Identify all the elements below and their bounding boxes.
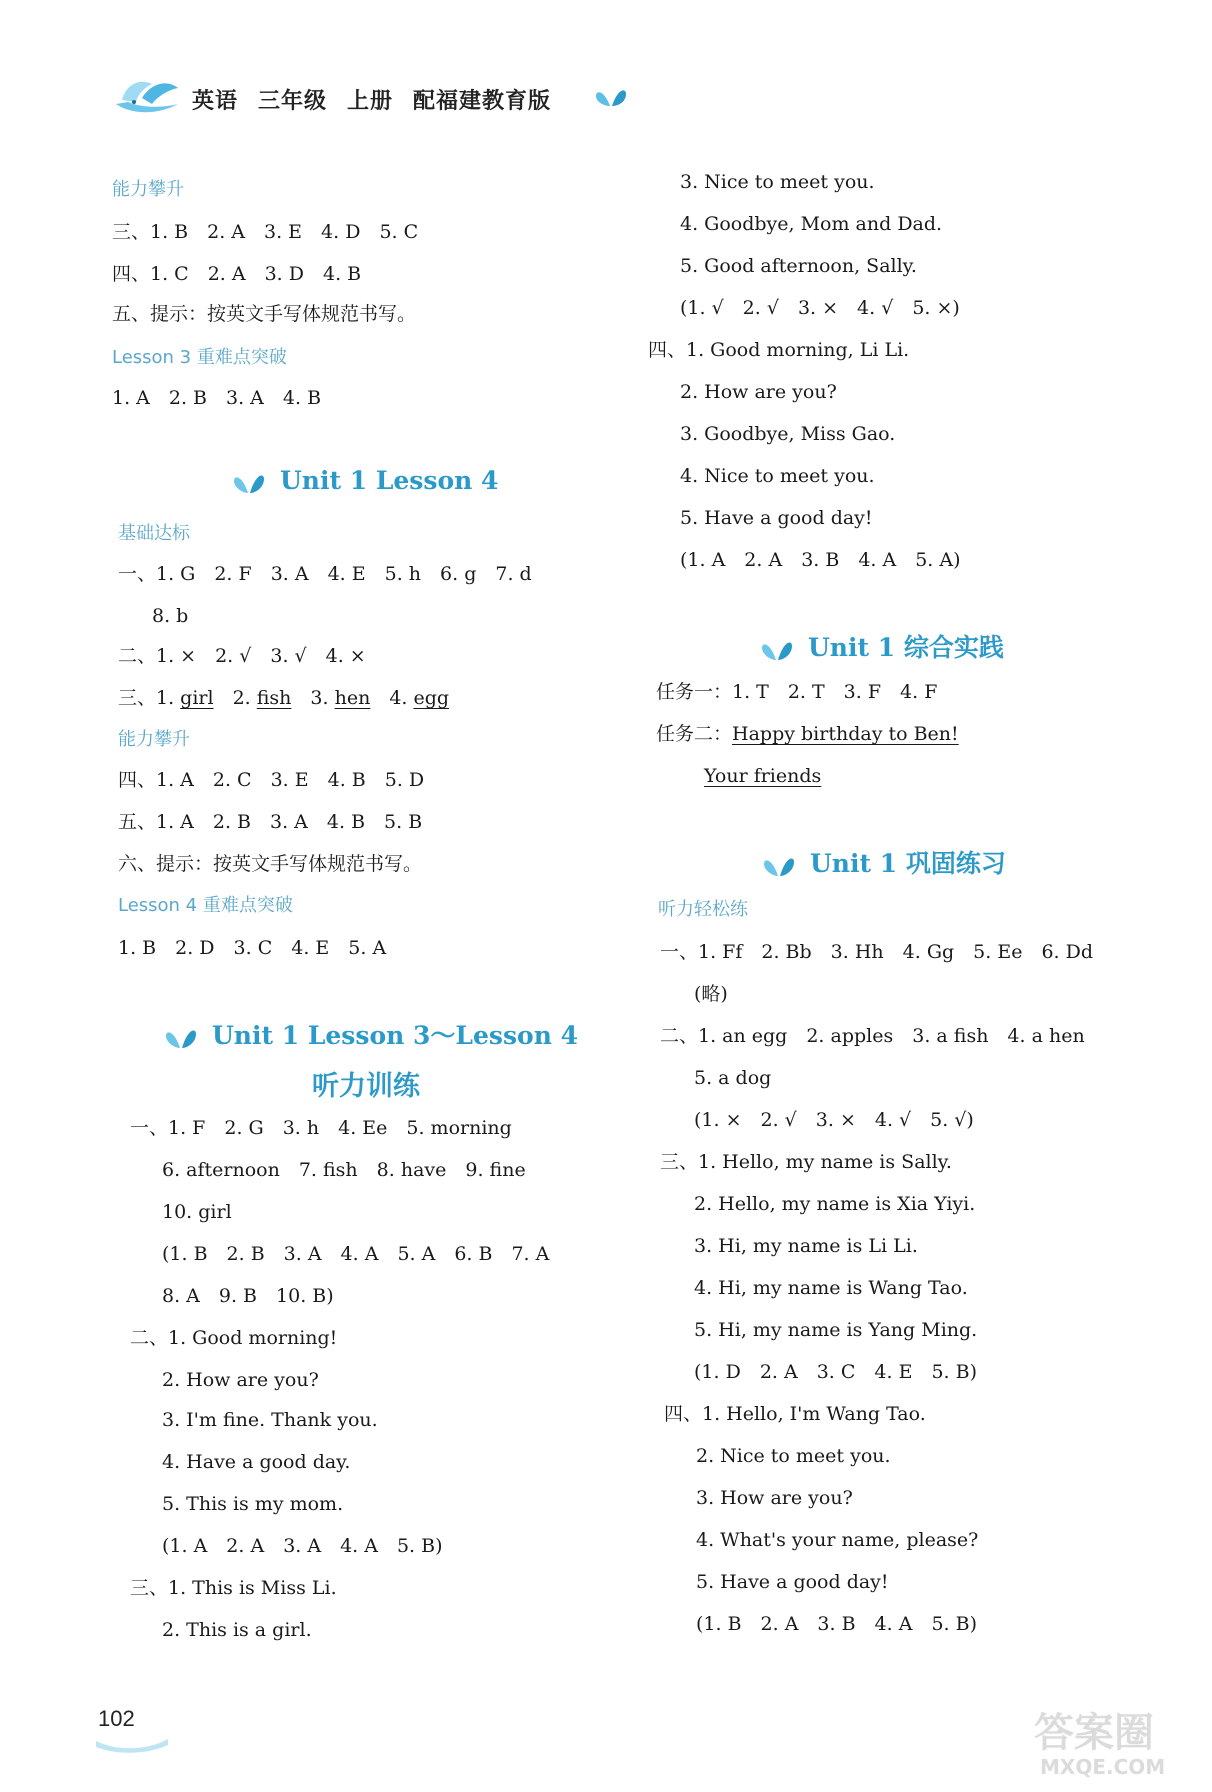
answer-line: 五、1. A 2. B 3. A 4. B 5. B (118, 811, 423, 833)
answer-line: 5. This is my mom. (162, 1493, 344, 1515)
answer-line: 一、1. Ff 2. Bb 3. Hh 4. Gg 5. Ee 6. Dd (660, 941, 1094, 963)
answer-line: 8. b (152, 605, 189, 627)
leaf-icon (760, 636, 794, 664)
answer-line: 任务二：Happy birthday to Ben! (656, 723, 959, 745)
section-heading: Unit 1 Lesson 3～Lesson 4 (164, 1016, 578, 1052)
answer-line: 一、1. F 2. G 3. h 4. Ee 5. morning (130, 1117, 512, 1139)
answer-line: 2. This is a girl. (162, 1619, 312, 1641)
answer-line: Your friends (704, 765, 822, 787)
answer-line: 一、1. G 2. F 3. A 4. E 5. h 6. g 7. d (118, 563, 532, 585)
section-label: 能力攀升 (112, 179, 184, 200)
answer-line: (1. D 2. A 3. C 4. E 5. B) (694, 1361, 977, 1383)
answer-line: 1. A 2. B 3. A 4. B (112, 387, 322, 409)
answer-line: 2. Hello, my name is Xia Yiyi. (694, 1193, 976, 1215)
section-label: Lesson 4 重难点突破 (118, 895, 293, 916)
answer-line: 4. Goodbye, Mom and Dad. (680, 213, 943, 235)
answer-line: 5. Have a good day! (696, 1571, 889, 1593)
bird-logo-icon (112, 74, 184, 118)
answer-line: 2. How are you? (680, 381, 837, 403)
answer-line: 8. A 9. B 10. B) (162, 1285, 334, 1307)
answer-line: 3. Hi, my name is Li Li. (694, 1235, 918, 1257)
answer-line: 1. B 2. D 3. C 4. E 5. A (118, 937, 387, 959)
section-heading: Unit 1 巩固练习 (762, 844, 1006, 880)
answer-line: 5. a dog (694, 1067, 772, 1089)
answer-line: 4. Have a good day. (162, 1451, 351, 1473)
answer-line: (1. √ 2. √ 3. × 4. √ 5. ×) (680, 297, 960, 319)
answer-line: 四、1. C 2. A 3. D 4. B (112, 263, 362, 285)
answer-line: 三、1. This is Miss Li. (130, 1577, 337, 1599)
watermark-url: MXQE.COM (1040, 1755, 1166, 1779)
section-label: 听力轻松练 (658, 899, 748, 920)
section-label: 基础达标 (118, 523, 190, 544)
answer-line: (1. A 2. A 3. B 4. A 5. A) (680, 549, 961, 571)
answer-line: 3. How are you? (696, 1487, 853, 1509)
answer-line: 三、1. girl 2. fish 3. hen 4. egg (118, 687, 450, 709)
answer-line: (1. × 2. √ 3. × 4. √ 5. √) (694, 1109, 974, 1131)
section-label: Lesson 3 重难点突破 (112, 347, 287, 368)
section-label: 能力攀升 (118, 729, 190, 750)
answer-line: 三、1. B 2. A 3. E 4. D 5. C (112, 221, 419, 243)
answer-line: 五、提示：按英文手写体规范书写。 (112, 303, 417, 325)
answer-line: 二、1. Good morning! (130, 1327, 338, 1349)
answer-line: 2. Nice to meet you. (696, 1445, 891, 1467)
watermark-text: 答案圈 (1034, 1710, 1154, 1756)
answer-line: 5. Hi, my name is Yang Ming. (694, 1319, 978, 1341)
answer-line: 4. What's your name, please? (696, 1529, 979, 1551)
leaf-icon (164, 1024, 198, 1052)
answer-line: 4. Hi, my name is Wang Tao. (694, 1277, 968, 1299)
answer-line: 六、提示：按英文手写体规范书写。 (118, 853, 423, 875)
page-number: 102 (98, 1706, 135, 1731)
watermark-logo (1030, 1700, 1200, 1780)
answer-line: 4. Nice to meet you. (680, 465, 875, 487)
answer-line: 5. Have a good day! (680, 507, 873, 529)
answer-line: 5. Good afternoon, Sally. (680, 255, 917, 277)
answer-line: 3. I'm fine. Thank you. (162, 1409, 378, 1431)
answer-line: (1. B 2. B 3. A 4. A 5. A 6. B 7. A (162, 1243, 550, 1265)
answer-line: 6. afternoon 7. fish 8. have 9. fine (162, 1159, 526, 1181)
answer-line: 3. Nice to meet you. (680, 171, 875, 193)
leaf-icon (762, 852, 796, 880)
answer-line: 二、1. × 2. √ 3. √ 4. × (118, 645, 366, 667)
butterfly-icon (594, 86, 628, 110)
answer-line: (略) (694, 983, 728, 1005)
answer-line: 四、1. Good morning, Li Li. (648, 339, 910, 361)
answer-line: 10. girl (162, 1201, 232, 1223)
listening-heading: 听力训练 (312, 1071, 420, 1102)
answer-line: (1. A 2. A 3. A 4. A 5. B) (162, 1535, 443, 1557)
answer-line: (1. B 2. A 3. B 4. A 5. B) (696, 1613, 977, 1635)
answer-line: 四、1. A 2. C 3. E 4. B 5. D (118, 769, 425, 791)
answer-line: 二、1. an egg 2. apples 3. a fish 4. a hen (660, 1025, 1085, 1047)
section-heading: Unit 1 Lesson 4 (232, 466, 498, 497)
book-title: 英语 三年级 上册 配福建教育版 (192, 89, 552, 114)
answer-line: 任务一：1. T 2. T 3. F 4. F (656, 681, 938, 703)
answer-line: 3. Goodbye, Miss Gao. (680, 423, 896, 445)
answer-line: 四、1. Hello, I'm Wang Tao. (664, 1403, 926, 1425)
page-number-decoration (96, 1735, 168, 1753)
answer-line: 三、1. Hello, my name is Sally. (660, 1151, 952, 1173)
leaf-icon (232, 469, 266, 497)
answer-line: 2. How are you? (162, 1369, 319, 1391)
section-heading: Unit 1 综合实践 (760, 628, 1004, 664)
